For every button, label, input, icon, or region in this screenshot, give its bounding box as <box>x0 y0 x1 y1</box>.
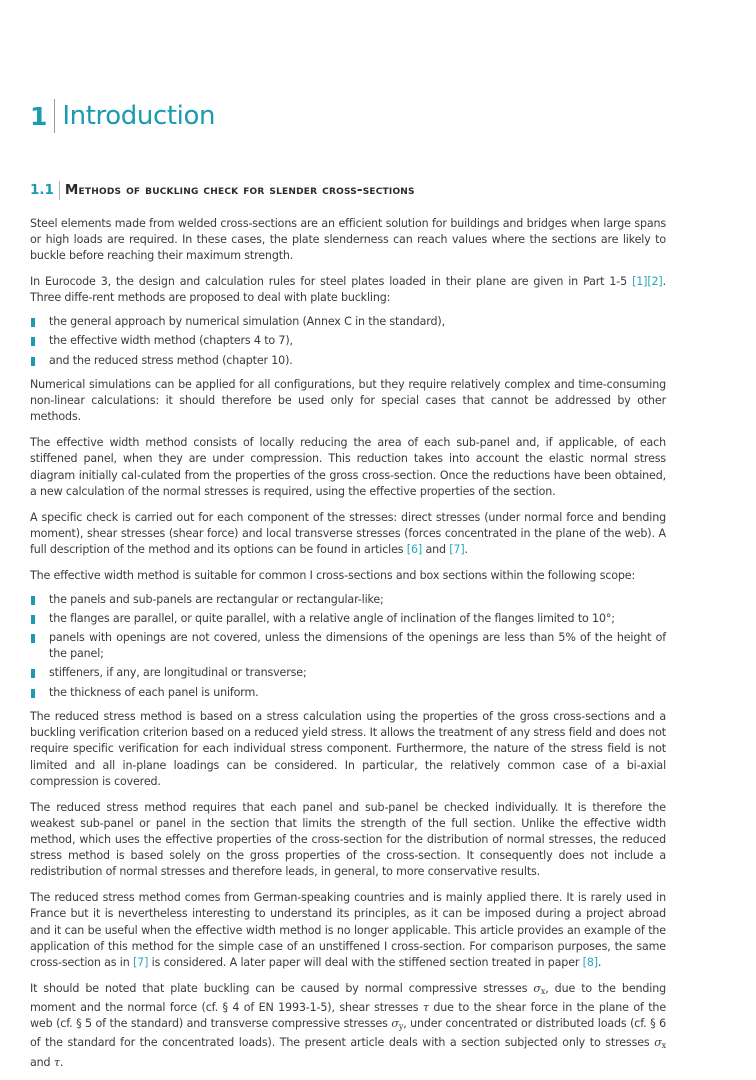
text-run: and <box>422 543 450 557</box>
paragraph: The effective width method is suitable for common I cross-sections and box sections within the following scope: <box>30 568 636 582</box>
list-item-text: the flanges are parallel, or quite parallel, with a relative angle of inclination of the flanges limited to 10°; <box>49 611 615 625</box>
text-run: . <box>464 543 468 557</box>
text-run: and <box>30 1055 54 1069</box>
text-run: due to the shear force in the plane of the web (cf. § 5 of the standard) and transverse compressive stresses <box>30 1001 666 1031</box>
heading-divider <box>59 181 60 200</box>
symbol-glyph: σ <box>533 981 541 995</box>
heading-divider <box>54 99 55 133</box>
text-run: , due to the bending moment and the normal force (cf. § 4 of EN 1993-1-5), shear stresses <box>30 981 666 1015</box>
list-item <box>30 333 666 349</box>
bullet-icon <box>31 596 35 605</box>
text-run: It should be noted that plate buckling can be caused by normal compressive stresses <box>30 981 534 995</box>
bullet-icon <box>31 669 35 678</box>
section-heading <box>30 180 415 200</box>
symbol-glyph: σ <box>391 1017 399 1031</box>
paragraph: The reduced stress method requires that each panel and sub-panel be checked individually. It is therefore the weakest sub-panel or panel in the section that limits the strength of the full section. Unlike the effective width method, which uses the effective properties of the cross-section for the distribution of normal stresses, the reduced stress method is based solely on the gross properties of the cross-section. It consequently does not include a redistribution of normal stresses and therefore leads, in general, to more conservative results. <box>30 800 666 879</box>
list-item <box>30 314 666 330</box>
symbol-subscript: y <box>398 1022 404 1032</box>
list-item-text: the panels and sub-panels are rectangular or rectangular-like; <box>49 592 384 606</box>
list-item <box>30 353 666 369</box>
sigma-y-symbol <box>391 1017 403 1030</box>
symbol-glyph: σ <box>654 1036 662 1050</box>
list-item-text: and the reduced stress method (chapter 10). <box>49 353 293 367</box>
text-run: , under concentrated or distributed loads (cf. § 6 of the standard for the concentrated loads). The present article deals with a section subjected only to stresses <box>30 1017 666 1050</box>
paragraph <box>30 981 666 1071</box>
bullet-icon <box>31 689 35 698</box>
bullet-icon <box>31 318 35 327</box>
reference-link[interactable]: [7] <box>133 956 149 970</box>
list-item-text: the general approach by numerical simulation (Annex C in the standard), <box>49 315 445 329</box>
methods-list <box>30 314 666 369</box>
list-item <box>30 685 666 701</box>
list-item-text: panels with openings are not covered, unless the dimensions of the openings are less than 5% of the height of the panel; <box>49 631 666 661</box>
section-number: 1.1 <box>30 182 54 198</box>
bullet-icon <box>31 634 35 643</box>
chapter-title: Introduction <box>62 101 216 131</box>
text-run: The reduced stress method comes from German-speaking countries and is mainly applied there. It is rarely used in France but it is nevertheless interesting to understand its principles, as it can be imposed during a project abroad and it can be useful when the effective width method is no longer applicable. This article provides an example of the application of this method for the simple case of an unstiffened I cross-section. For comparison purposes, the same cross-section as in <box>30 891 666 970</box>
sigma-x-symbol <box>654 1036 666 1049</box>
chapter-heading <box>30 98 215 134</box>
reference-link[interactable]: [1] <box>632 275 648 289</box>
symbol-subscript: x <box>661 1041 666 1051</box>
paragraph: Numerical simulations can be applied for all configurations, but they require relatively complex and time-consuming non-linear calculations: it should therefore be used only for special cases that cannot be addressed by other methods. <box>30 378 666 424</box>
reference-link[interactable]: [2] <box>647 275 663 289</box>
paragraph: The effective width method consists of locally reducing the area of each sub-panel and, if applicable, of each stiffened panel, when they are under compression. This reduction takes into account the elastic normal stress diagram initially cal-culated from the properties of the gross cross-section. Once the reductions have been obtained, a new calculation of the normal stresses is required, using the effective properties of the section. <box>30 436 666 498</box>
section-title: Methods of buckling check for slender cross-sections <box>64 182 415 198</box>
tau-symbol: τ <box>422 1001 429 1015</box>
symbol-subscript: x <box>540 986 546 996</box>
list-item-text: stiffeners, if any, are longitudinal or transverse; <box>49 666 307 680</box>
text-run: . <box>59 1055 64 1069</box>
text-run: . Three diffe-rent methods are proposed to deal with plate buckling: <box>30 275 666 305</box>
list-item <box>30 665 666 681</box>
list-item <box>30 630 666 662</box>
text-run: A specific check is carried out for each component of the stresses: direct stresses (under normal force and bending moment), shear stresses (shear force) and local transverse stresses (forces concentrated in the plane of the web). A full description of the method and its options can be found in articles <box>30 510 666 557</box>
list-item-text: the effective width method (chapters 4 to 7), <box>49 334 293 348</box>
bullet-icon <box>31 615 35 624</box>
bullet-icon <box>31 357 35 366</box>
paragraph <box>30 274 666 306</box>
chapter-number: 1 <box>30 101 47 131</box>
list-item <box>30 592 666 608</box>
text-run: In Eurocode 3, the design and calculation rules for steel plates loaded in their plane are given in Part 1-5 <box>30 275 633 289</box>
reference-link[interactable]: [8] <box>582 956 598 970</box>
text-run: is considered. A later paper will deal with the stiffened section treated in paper <box>148 956 583 970</box>
reference-link[interactable]: [7] <box>449 543 465 557</box>
list-item <box>30 611 666 627</box>
body-text <box>30 216 666 1080</box>
paragraph: The reduced stress method is based on a stress calculation using the properties of the gross cross-sections and a buckling verification criterion based on a reduced yield stress. It allows the treatment of any stress field and does not require specific verification for each individual stress component. Furthermore, the nature of the stress field is not limited and all in-plane loadings can be considered. In particular, the relatively common case of a bi-axial compression is covered. <box>30 710 666 788</box>
sigma-x-symbol <box>533 982 545 995</box>
text-run: . <box>597 956 602 970</box>
paragraph <box>30 510 666 559</box>
tau-symbol: τ <box>53 1055 60 1069</box>
paragraph <box>30 890 666 971</box>
scope-list <box>30 592 666 701</box>
list-item-text: the thickness of each panel is uniform. <box>49 685 259 699</box>
reference-link[interactable]: [6] <box>406 543 423 557</box>
bullet-icon <box>31 337 35 346</box>
paragraph: Steel elements made from welded cross-sections are an efficient solution for buildings and bridges when large spans or high loads are required. In these cases, the plate slenderness can reach values where the sections are likely to buckle before reaching their maximum strength. <box>30 217 666 263</box>
